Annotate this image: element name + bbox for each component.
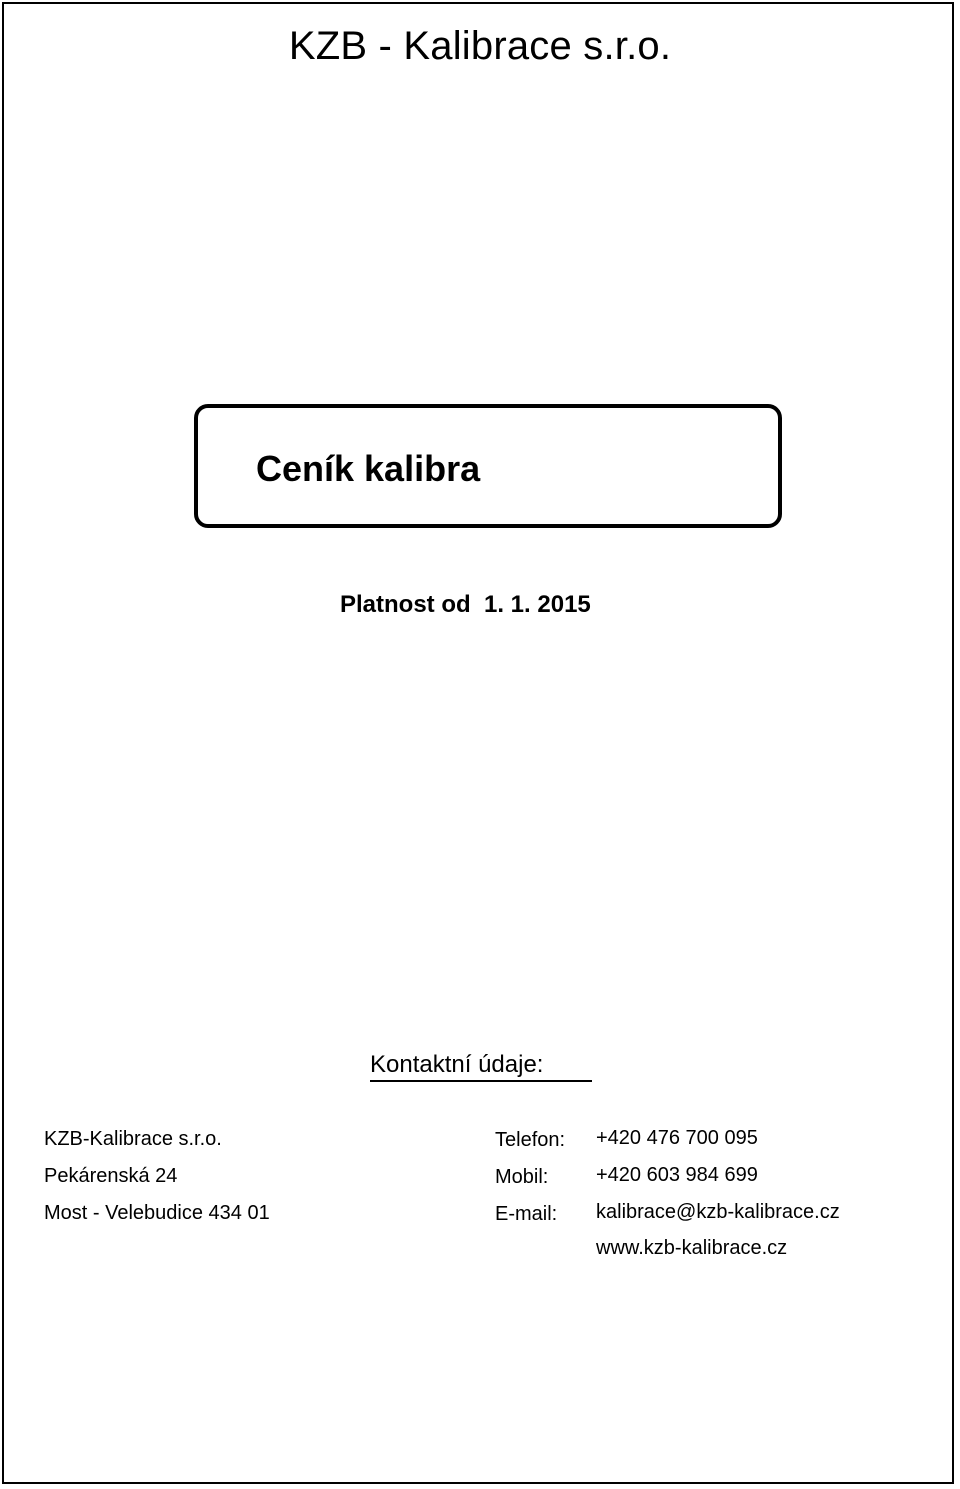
address-company: KZB-Kalibrace s.r.o. [44, 1128, 222, 1150]
address-city: Most - Velebudice 434 01 [44, 1202, 270, 1224]
email-label: E-mail: [495, 1203, 558, 1225]
address-street: Pekárenská 24 [44, 1165, 178, 1187]
validity-date: Platnost od 1. 1. 2015 [340, 591, 591, 618]
page-border [2, 2, 954, 1484]
price-list-title: Ceník kalibra [256, 448, 481, 489]
price-list-title-box [194, 404, 782, 528]
phone-value[interactable]: +420 476 700 095 [596, 1127, 758, 1149]
mobile-value[interactable]: +420 603 984 699 [596, 1164, 758, 1186]
phone-label: Telefon: [495, 1129, 566, 1151]
email-link[interactable]: kalibrace@kzb-kalibrace.cz [596, 1201, 840, 1223]
company-title: KZB - Kalibrace s.r.o. [288, 24, 672, 68]
website-link[interactable]: www.kzb-kalibrace.cz [596, 1237, 788, 1259]
mobile-label: Mobil: [495, 1166, 549, 1188]
contact-heading: Kontaktní údaje: [370, 1050, 592, 1082]
